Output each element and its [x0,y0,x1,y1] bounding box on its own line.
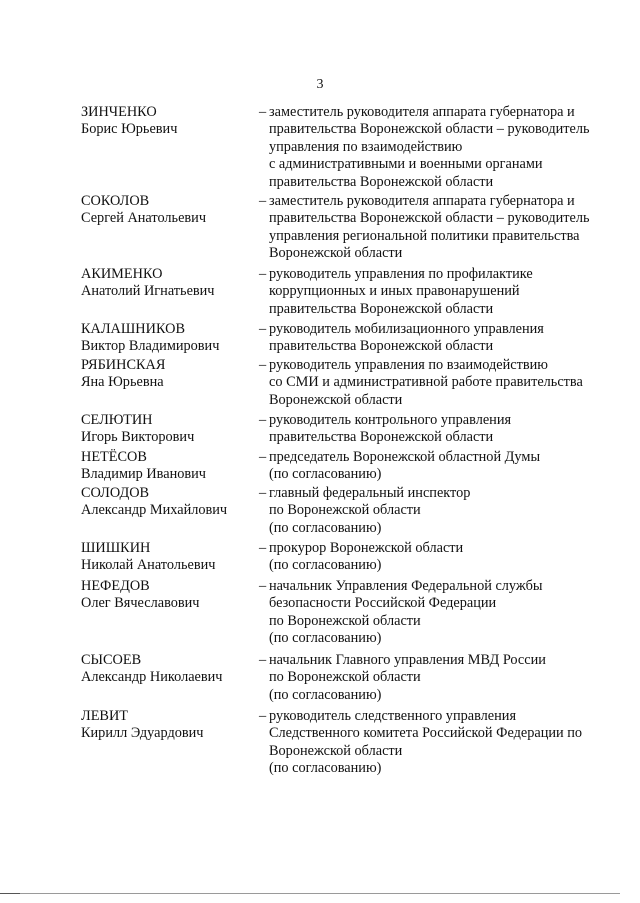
duty-line: безопасности Российской Федерации [269,595,497,612]
member-entry [81,104,621,191]
duty-dash: – [259,193,267,209]
duty-line: руководитель управления по профилактике [269,266,533,282]
duty-dash: – [259,652,267,668]
duty-dash: – [259,449,267,465]
duty-line: Воронежской области [269,245,403,262]
duty-line: правительства Воронежской области [269,338,494,355]
duty-dash: – [259,540,267,556]
member-person [81,104,259,139]
duty-line: (по согласованию) [269,760,382,777]
duty-line: заместитель руководителя аппарата губернатора и [269,104,575,120]
member-duty [259,412,621,447]
duty-line: со СМИ и административной работе правительства [269,374,583,391]
member-given-name: Кирилл Эдуардович [81,725,204,742]
member-surname: АКИМЕНКО [81,266,163,282]
duty-line: с административными и военными органами [269,156,543,173]
member-given-name: Олег Вячеславович [81,595,200,612]
duty-line: правительства Воронежской области – руководитель [269,121,590,138]
member-given-name: Владимир Иванович [81,466,206,483]
duty-dash: – [259,578,267,594]
duty-line: по Воронежской области [269,669,421,686]
duty-line: прокурор Воронежской области [269,540,464,556]
member-duty [259,652,621,704]
duty-line: (по согласованию) [269,686,382,703]
member-entry [81,357,621,409]
member-duty [259,266,621,318]
member-given-name: Сергей Анатольевич [81,210,207,227]
member-person [81,193,259,228]
duty-line: начальник Главного управления МВД России [269,652,546,668]
duty-line: правительства Воронежской области – руководитель [269,210,590,227]
duty-line: руководитель мобилизационного управления [269,321,544,337]
member-person [81,412,259,447]
member-person [81,266,259,301]
duty-line: (по согласованию) [269,466,382,483]
member-duty [259,449,621,484]
duty-line: Следственного комитета Российской Федерации по [269,725,583,742]
member-entry [81,321,621,356]
member-entry [81,540,621,575]
member-given-name: Александр Михайлович [81,502,228,519]
duty-line: (по согласованию) [269,630,382,647]
member-entry [81,449,621,484]
duty-line: руководитель следственного управления [269,708,517,724]
member-given-name: Игорь Викторович [81,429,195,446]
duty-dash: – [259,485,267,501]
member-person [81,540,259,575]
member-surname: СОКОЛОВ [81,193,150,209]
member-person [81,708,259,743]
member-surname: СЫСОЕВ [81,652,142,668]
member-duty [259,193,621,263]
duty-dash: – [259,104,267,120]
member-person [81,357,259,392]
member-entry [81,485,621,537]
duty-line: (по согласованию) [269,557,382,574]
member-duty [259,485,621,537]
member-surname: КАЛАШНИКОВ [81,321,185,337]
scan-edge-line [20,893,620,894]
duty-line: председатель Воронежской областной Думы [269,449,541,465]
member-given-name: Александр Николаевич [81,669,223,686]
duty-dash: – [259,708,267,724]
duty-dash: – [259,412,267,428]
member-entry [81,266,621,318]
member-duty [259,578,621,648]
member-given-name: Анатолий Игнатьевич [81,283,215,300]
member-given-name: Борис Юрьевич [81,121,178,138]
member-surname: ЛЕВИТ [81,708,129,724]
duty-line: руководитель управления по взаимодействию [269,357,548,373]
duty-line: Воронежской области [269,391,403,408]
duty-line: правительства Воронежской области [269,429,494,446]
duty-line: по Воронежской области [269,502,421,519]
member-duty [259,708,621,778]
member-given-name: Яна Юрьевна [81,374,164,391]
member-person [81,321,259,356]
member-surname: РЯБИНСКАЯ [81,357,166,373]
member-entry [81,708,621,778]
duty-dash: – [259,321,267,337]
duty-line: заместитель руководителя аппарата губернатора и [269,193,575,209]
duty-line: правительства Воронежской области [269,173,494,190]
duty-dash: – [259,266,267,282]
duty-line: начальник Управления Федеральной службы [269,578,543,594]
member-surname: НЕТЁСОВ [81,449,147,465]
member-entry [81,578,621,648]
member-duty [259,357,621,409]
member-entry [81,652,621,704]
member-person [81,652,259,687]
member-given-name: Николай Анатольевич [81,557,216,574]
duty-line: руководитель контрольного управления [269,412,512,428]
member-entry [81,193,621,263]
member-surname: ШИШКИН [81,540,151,556]
member-duty [259,104,621,191]
member-surname: СЕЛЮТИН [81,412,153,428]
member-person [81,449,259,484]
duty-line: коррупционных и иных правонарушений [269,283,520,300]
duty-line: правительства Воронежской области [269,300,494,317]
duty-dash: – [259,357,267,373]
duty-line: управления региональной политики правительства [269,227,580,244]
duty-line: по Воронежской области [269,612,421,629]
member-duty [259,540,621,575]
duty-line: (по согласованию) [269,519,382,536]
member-person [81,578,259,613]
duty-line: управления по взаимодействию [269,138,463,155]
duty-line: Воронежской области [269,742,403,759]
member-surname: ЗИНЧЕНКО [81,104,157,120]
member-person [81,485,259,520]
duty-line: главный федеральный инспектор [269,485,471,501]
member-surname: НЕФЕДОВ [81,578,150,594]
member-entry [81,412,621,447]
member-duty [259,321,621,356]
member-given-name: Виктор Владимирович [81,338,220,355]
page-number: 3 [316,77,324,92]
member-surname: СОЛОДОВ [81,485,150,501]
